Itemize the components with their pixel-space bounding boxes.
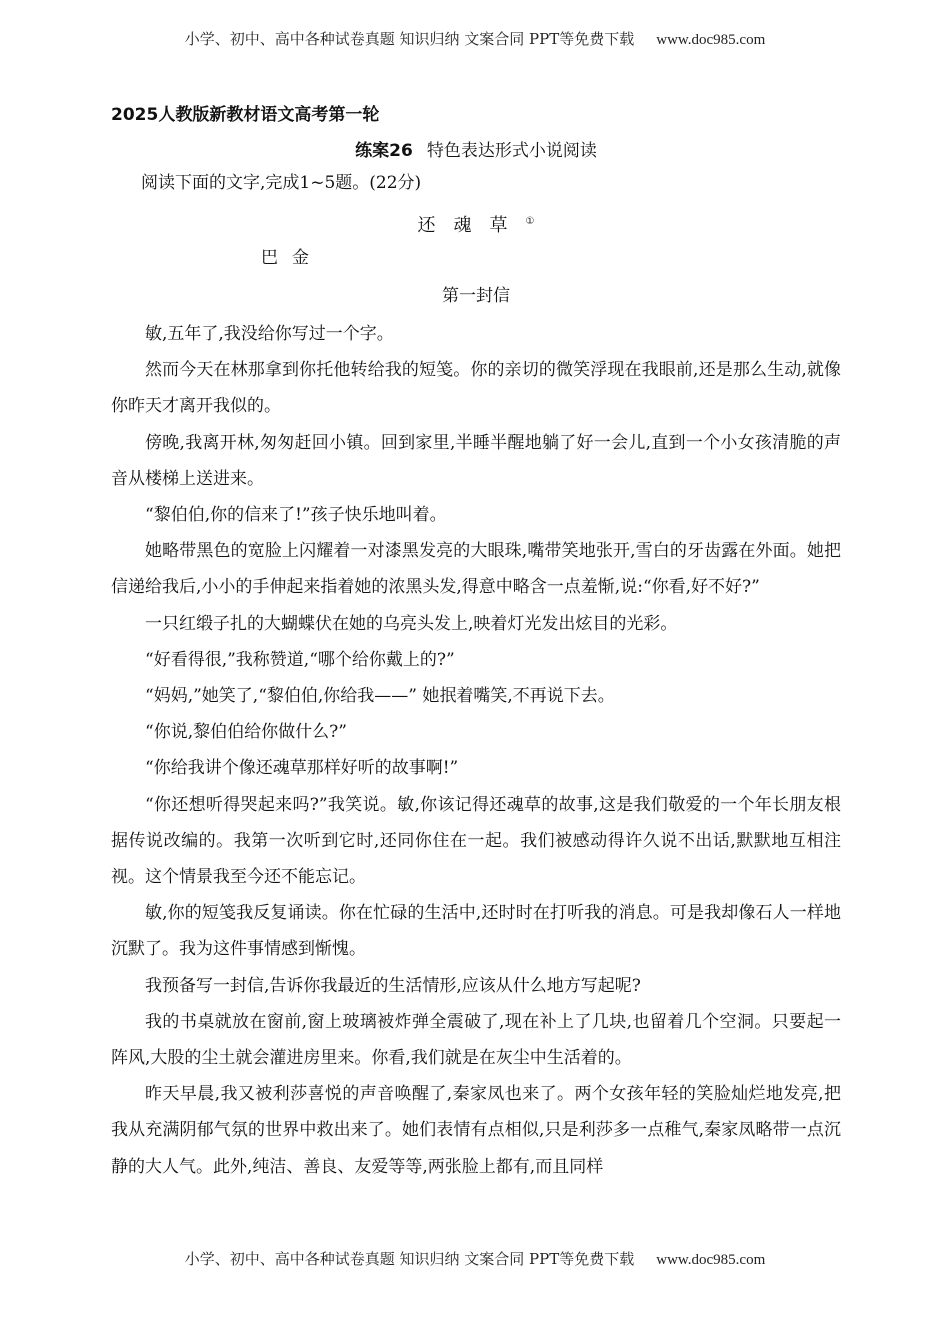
footer-url-link[interactable]: www.doc985.com <box>656 1252 766 1268</box>
header-url-link[interactable]: www.doc985.com <box>656 32 766 48</box>
paragraph: 然而今天在林那拿到你托他转给我的短笺。你的亲切的微笑浮现在我眼前,还是那么生动,就像你昨天才离开我似的。 <box>111 360 841 417</box>
footnote-marker: ① <box>525 216 535 227</box>
paragraph: “黎伯伯,你的信来了!”孩子快乐地叫着。 <box>145 505 447 526</box>
paragraph: 一只红缎子扎的大蝴蝶伏在她的乌亮头发上,映着灯光发出炫目的光彩。 <box>145 613 678 634</box>
lesson-heading <box>111 136 841 166</box>
paragraph: 我的书桌就放在窗前,窗上玻璃被炸弹全震破了,现在补上了几块,也留着几个空洞。只要起一阵风,大股的尘土就会灌进房里来。你看,我们就是在灰尘中生活着的。 <box>111 1011 841 1069</box>
reading-instruction: 阅读下面的文字,完成1~5题。(22分) <box>141 173 422 193</box>
letter-heading: 第一封信 <box>442 286 510 306</box>
lesson-title: 特色表达形式小说阅读 <box>426 141 597 161</box>
paragraph: 敏,五年了,我没给你写过一个字。 <box>145 324 394 344</box>
page-header-banner <box>0 28 950 49</box>
story-body <box>111 316 841 1185</box>
paragraph: “你还想听得哭起来吗?”我笑说。敏,你该记得还魂草的故事,这是我们敬爱的一个年长朋友根据传说改编的。我第一次听到它时,还同你住在一起。我们被感动得许久说不出话,默默地互相注视。这个情景我至今还不能忘记。 <box>111 794 841 888</box>
lesson-number: 练案26 <box>355 141 413 161</box>
page-footer-banner <box>0 1248 950 1269</box>
paragraph: 昨天早晨,我又被利莎喜悦的声音唤醒了,秦家凤也来了。两个女孩年轻的笑脸灿烂地发亮,把我从充满阴郁气氛的世界中救出来了。她们表情有点相似,只是利莎多一点稚气,秦家凤略带一点沉静的大人气。此外,纯洁、善良、友爱等等,两张脸上都有,而且同样 <box>111 1084 841 1177</box>
paragraph: 敏,你的短笺我反复诵读。你在忙碌的生活中,还时时在打听我的消息。可是我却像石人一样地沉默了。我为这件事情感到惭愧。 <box>111 903 841 960</box>
paragraph: “妈妈,”她笑了,“黎伯伯,你给我——” 她抿着嘴笑,不再说下去。 <box>145 686 615 707</box>
paragraph: “你给我讲个像还魂草那样好听的故事啊!” <box>145 758 459 779</box>
story-title-row <box>111 206 841 238</box>
footer-banner-text: 小学、初中、高中各种试卷真题 知识归纳 文案合同 PPT等免费下载 <box>184 1250 635 1268</box>
paragraph: 我预备写一封信,告诉你我最近的生活情形,应该从什么地方写起呢? <box>145 975 641 996</box>
document-content <box>111 100 841 1185</box>
story-title: 还魂草 <box>417 215 526 236</box>
story-author: 巴金 <box>261 248 323 268</box>
header-banner-text: 小学、初中、高中各种试卷真题 知识归纳 文案合同 PPT等免费下载 <box>184 30 635 48</box>
paragraph: “好看得很,”我称赞道,“哪个给你戴上的?” <box>145 649 455 670</box>
paragraph: 傍晚,我离开林,匆匆赶回小镇。回到家里,半睡半醒地躺了好一会儿,直到一个小女孩清脆的声音从楼梯上送进来。 <box>111 432 841 489</box>
paragraph: “你说,黎伯伯给你做什么?” <box>145 722 347 743</box>
paragraph: 她略带黑色的宽脸上闪耀着一对漆黑发亮的大眼珠,嘴带笑地张开,雪白的牙齿露在外面。她把信递给我后,小小的手伸起来指着她的浓黑头发,得意中略含一点羞惭,说:“你看,好不好?” <box>111 541 841 598</box>
series-title: 2025人教版新教材语文高考第一轮 <box>111 105 380 125</box>
